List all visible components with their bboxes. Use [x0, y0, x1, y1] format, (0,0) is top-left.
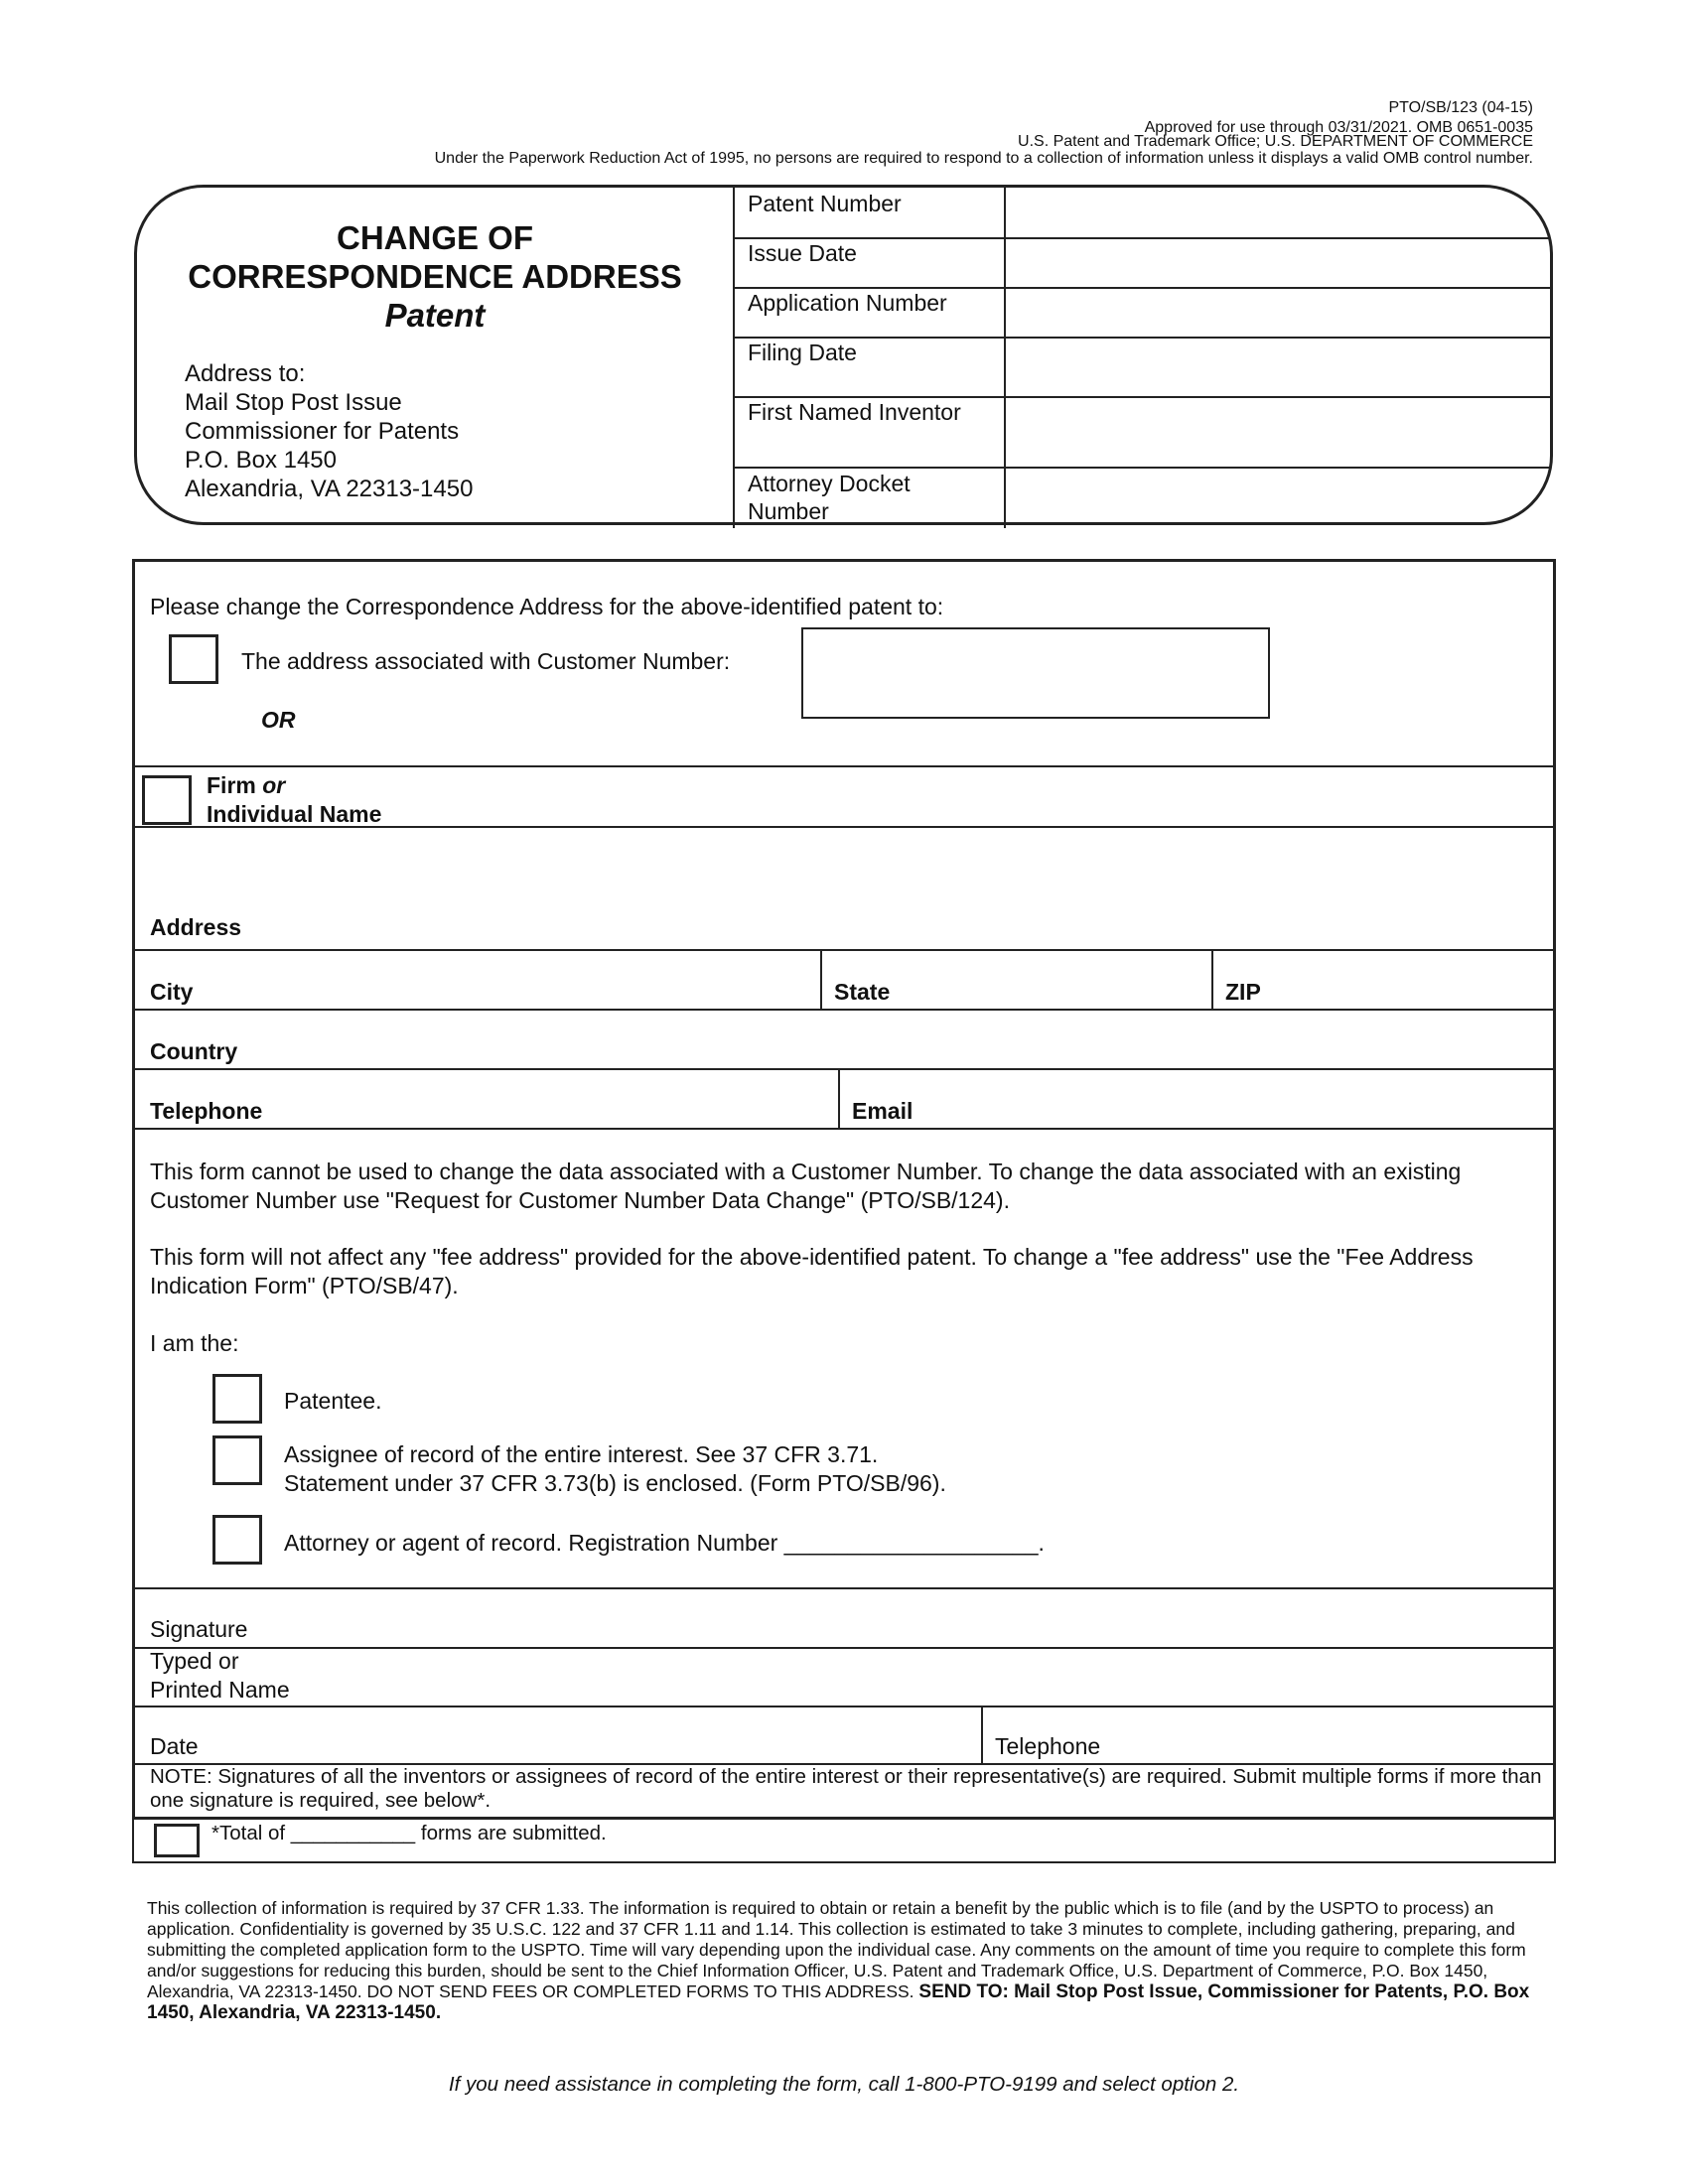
patentee-checkbox[interactable]	[212, 1374, 262, 1424]
approval-text: Approved for use through 03/31/2021. OMB 0651-0035	[1144, 119, 1533, 136]
address-to-label: Address to:	[185, 360, 306, 387]
typed-name-line-2: Printed Name	[150, 1677, 290, 1703]
agency-text: U.S. Patent and Trademark Office; U.S. DEPARTMENT OF COMMERCE	[1018, 133, 1533, 150]
total-forms-label: *Total of ___________ forms are submitted.	[211, 1822, 607, 1844]
assignee-line-2: Statement under 37 CFR 3.73(b) is enclosed. (Form PTO/SB/96).	[284, 1470, 946, 1496]
email-label: Email	[852, 1098, 914, 1124]
assignee-checkbox[interactable]	[212, 1435, 262, 1485]
application-number-label: Application Number	[748, 290, 947, 316]
note-customer-number: This form cannot be used to change the data associated with a Customer Number. To change the data associated with an existing Customer Number use "Request for Customer Number Data Change" (PTO/SB/124).	[150, 1159, 1462, 1213]
first-named-inventor-label: First Named Inventor	[748, 399, 961, 425]
zip-label: ZIP	[1225, 979, 1261, 1005]
attorney-docket-number-label: Attorney Docket Number	[748, 471, 911, 524]
firm-label-1: Firm	[207, 772, 256, 798]
application-number-field[interactable]	[1021, 290, 1537, 334]
patent-number-field[interactable]	[1021, 191, 1537, 234]
paperwork-text: Under the Paperwork Reduction Act of 1995, no persons are required to respond to a collection of information unless it displays a valid OMB control number.	[434, 150, 1533, 167]
first-named-inventor-field[interactable]	[1021, 399, 1537, 463]
address-to-line-4: Alexandria, VA 22313-1450	[185, 476, 474, 502]
form-id: PTO/SB/123 (04-15)	[1388, 99, 1533, 116]
telephone-label: Telephone	[150, 1098, 263, 1124]
state-label: State	[834, 979, 891, 1005]
issue-date-field[interactable]	[1021, 240, 1537, 284]
title-subtitle: Patent	[384, 297, 486, 334]
customer-number-field[interactable]	[801, 627, 1270, 719]
country-label: Country	[150, 1038, 238, 1064]
assignee-label	[284, 1440, 946, 1498]
address-to-line-3: P.O. Box 1450	[185, 447, 337, 474]
customer-number-label: The address associated with Customer Number:	[241, 648, 731, 674]
city-label: City	[150, 979, 194, 1005]
title-line-2: CORRESPONDENCE ADDRESS	[188, 258, 682, 295]
issue-date-label: Issue Date	[748, 240, 857, 266]
typed-name-label	[150, 1647, 290, 1705]
title-line-1: CHANGE OF	[337, 219, 533, 256]
total-forms-checkbox[interactable]	[154, 1824, 200, 1857]
date-label: Date	[150, 1733, 199, 1759]
address-label: Address	[150, 914, 242, 940]
top-section	[134, 185, 1553, 525]
firm-label-2: Individual Name	[207, 801, 382, 827]
address-to-line-2: Commissioner for Patents	[185, 418, 460, 445]
main-form	[132, 559, 1556, 1820]
attorney-docket-number-field[interactable]	[1021, 470, 1497, 521]
filing-date-field[interactable]	[1021, 340, 1537, 393]
burden-statement	[147, 1898, 1547, 2023]
change-intro: Please change the Correspondence Address for the above-identified patent to:	[150, 594, 944, 619]
attorney-label: Attorney or agent of record. Registration Number ____________________.	[284, 1530, 1045, 1556]
total-forms-row	[132, 1817, 1556, 1863]
patent-number-label: Patent Number	[748, 191, 902, 216]
attorney-checkbox[interactable]	[212, 1515, 262, 1565]
or-label: OR	[261, 707, 296, 733]
address-to-line-1: Mail Stop Post Issue	[185, 389, 402, 416]
send-to-text: SEND TO: Mail Stop Post Issue, Commissioner for Patents, P.O. Box 1450, Alexandria, VA 22313-1450.	[147, 1981, 1530, 2023]
signature-telephone-label: Telephone	[995, 1733, 1101, 1759]
filing-date-label: Filing Date	[748, 340, 857, 365]
firm-or: or	[262, 772, 286, 798]
patentee-label: Patentee.	[284, 1388, 382, 1414]
address-to-block	[185, 359, 473, 503]
signature-note: NOTE: Signatures of all the inventors or assignees of record of the entire interest or their representative(s) are required. Submit multiple forms if more than one signature is required, see below*.	[150, 1765, 1542, 1812]
typed-name-line-1: Typed or	[150, 1648, 239, 1674]
assistance-text: If you need assistance in completing the form, call 1-800-PTO-9199 and select option 2.	[448, 2073, 1240, 2096]
firm-name-label	[207, 771, 381, 829]
note-fee-address: This form will not affect any "fee address" provided for the above-identified patent. To change a "fee address" use the "Fee Address Indication Form" (PTO/SB/47).	[150, 1244, 1474, 1298]
assignee-line-1: Assignee of record of the entire interest. See 37 CFR 3.71.	[284, 1441, 879, 1467]
burden-text: This collection of information is required by 37 CFR 1.33. The information is required to obtain or retain a benefit by the public which is to file (and by the USPTO to process) an application. Confidentiality is governed by 35 U.S.C. 122 and 37 CFR 1.11 and 1.14. This collection is estimated to take 3 minutes to complete, including gathering, preparing, and submitting the completed application form to the USPTO. Time will vary depending upon the individual case. Any comments on the amount of time you require to complete this form and/or suggestions for reducing this burden, should be sent to the Chief Information Officer, U.S. Patent and Trademark Office, U.S. Department of Commerce, P.O. Box 1450, Alexandria, VA 22313-1450. DO NOT SEND FEES OR COMPLETED FORMS TO THIS ADDRESS.	[147, 1898, 1526, 2001]
i-am-the-label: I am the:	[150, 1330, 239, 1356]
signature-label: Signature	[150, 1616, 248, 1642]
customer-number-checkbox[interactable]	[169, 634, 218, 684]
firm-name-checkbox[interactable]	[142, 775, 192, 825]
